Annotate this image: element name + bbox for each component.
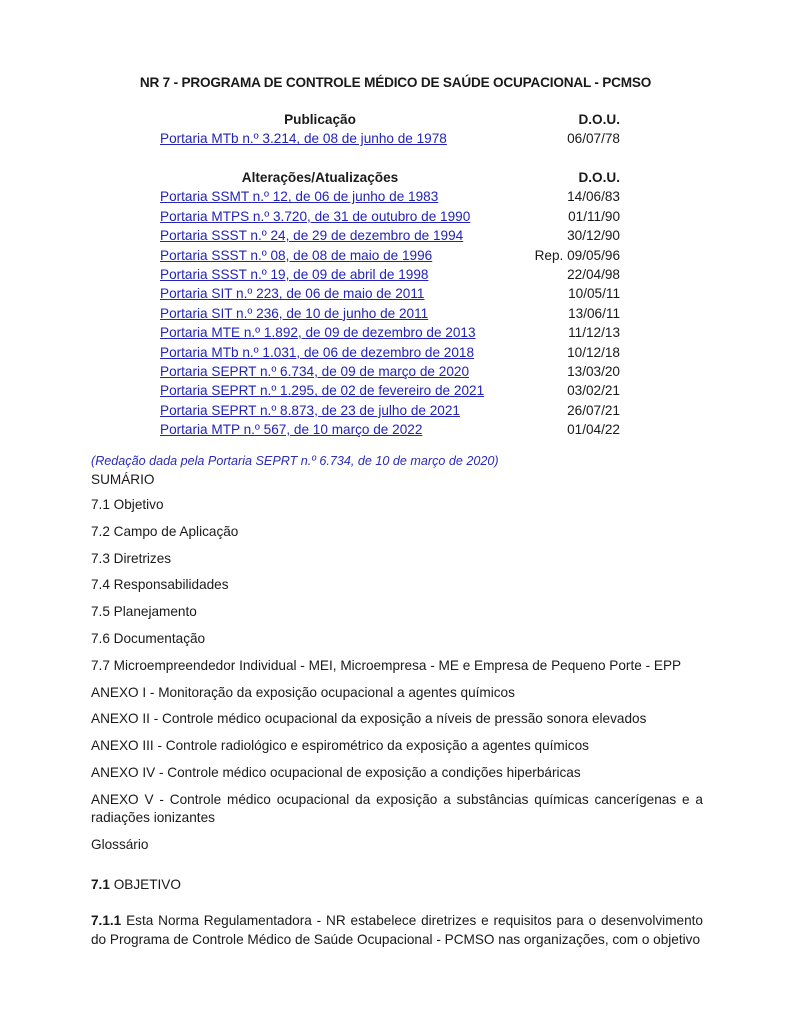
dou-date: 13/03/20 [567, 363, 620, 379]
table-row [160, 284, 620, 303]
amendment-link[interactable]: Portaria SSST n.º 08, de 08 de maio de 1996 [160, 247, 433, 263]
amendment-link[interactable]: Portaria SSMT n.º 12, de 06 de junho de 1983 [160, 189, 439, 205]
summary-item: 7.2 Campo de Aplicação [91, 523, 239, 539]
dou-date: 13/06/11 [568, 305, 620, 321]
summary-item: 7.6 Documentação [91, 630, 206, 646]
dou-header-label: D.O.U. [578, 112, 620, 127]
amendment-link[interactable]: Portaria MTPS n.º 3.720, de 31 de outubro de 1990 [160, 208, 471, 224]
section-number: 7.1 [91, 877, 110, 892]
dou-date: 14/06/83 [567, 189, 620, 205]
amendments-header [160, 168, 620, 187]
dou-date: 01/04/22 [567, 422, 620, 438]
amendments-table [160, 168, 620, 439]
amendment-link[interactable]: Portaria SEPRT n.º 8.873, de 23 de julho de 2021 [160, 402, 460, 418]
summary-item: 7.5 Planejamento [91, 604, 197, 620]
publication-table [160, 110, 620, 149]
amendment-link[interactable]: Portaria MTP n.º 567, de 10 março de 2022 [160, 422, 423, 438]
paragraph-number: 7.1.1 [91, 913, 122, 928]
dou-date: 03/02/21 [567, 383, 620, 399]
summary-item: 7.3 Diretrizes [91, 550, 172, 566]
section-heading [91, 877, 181, 892]
amendment-link[interactable]: Portaria MTb n.º 1.031, de 06 de dezembro de 2018 [160, 344, 475, 360]
table-row [160, 207, 620, 226]
publication-header [160, 110, 620, 129]
table-row [160, 420, 620, 439]
table-row [160, 362, 620, 381]
summary-item: ANEXO II - Controle médico ocupacional da exposição a níveis de pressão sonora elevados [91, 711, 647, 727]
section-title: OBJETIVO [113, 877, 181, 892]
amendment-link[interactable]: Portaria SIT n.º 223, de 06 de maio de 2011 [160, 286, 425, 302]
dou-date: 22/04/98 [567, 266, 620, 282]
amendment-note: (Redação dada pela Portaria SEPRT n.º 6.734, de 10 de março de 2020) [91, 454, 499, 468]
table-row [160, 187, 620, 206]
table-row [160, 246, 620, 265]
table-row [160, 265, 620, 284]
summary-heading: SUMÁRIO [91, 472, 155, 487]
dou-date: 10/12/18 [567, 344, 620, 360]
paragraph-text: Esta Norma Regulamentadora - NR estabelece diretrizes e requisitos para o desenvolvimento do Programa de Controle Médico de Saúde Ocupacional - PCMSO nas organizações, com o objetivo [91, 913, 703, 947]
publication-header-label: Publicação [284, 112, 356, 127]
table-row [160, 401, 620, 420]
dou-date: 11/12/13 [568, 325, 620, 341]
summary-item: 7.7 Microempreendedor Individual - MEI, Microempresa - ME e Empresa de Pequeno Porte - EPP [91, 657, 682, 673]
paragraph-7-1-1 [91, 911, 703, 949]
publication-link[interactable]: Portaria MTb n.º 3.214, de 08 de junho de 1978 [160, 131, 447, 147]
document-title: NR 7 - PROGRAMA DE CONTROLE MÉDICO DE SAÚDE OCUPACIONAL - PCMSO [139, 75, 652, 90]
dou-date: Rep. 09/05/96 [534, 247, 620, 263]
summary-item: 7.4 Responsabilidades [91, 577, 229, 593]
table-row [160, 226, 620, 245]
dou-date: 30/12/90 [567, 228, 620, 244]
summary-item: ANEXO I - Monitoração da exposição ocupacional a agentes químicos [91, 684, 515, 700]
summary-item: ANEXO IV - Controle médico ocupacional de exposição a condições hiperbáricas [91, 764, 581, 780]
table-row [160, 381, 620, 400]
dou-date: 01/11/90 [568, 208, 620, 224]
table-row [160, 304, 620, 323]
amendment-link[interactable]: Portaria SEPRT n.º 1.295, de 02 de fevereiro de 2021 [160, 383, 485, 399]
amendments-header-label: Alterações/Atualizações [241, 170, 399, 185]
summary-item: 7.1 Objetivo [91, 497, 164, 512]
summary-item: ANEXO III - Controle radiológico e espirométrico da exposição a agentes químicos [91, 738, 589, 754]
table-row [160, 343, 620, 362]
amendment-link[interactable]: Portaria SIT n.º 236, de 10 de junho de 2011 [160, 305, 429, 321]
amendment-link[interactable]: Portaria SSST n.º 19, de 09 de abril de 1998 [160, 266, 429, 282]
dou-date: 10/05/11 [568, 286, 620, 302]
dou-header-label: D.O.U. [578, 170, 620, 185]
amendment-link[interactable]: Portaria SSST n.º 24, de 29 de dezembro de 1994 [160, 228, 464, 244]
amendment-link[interactable]: Portaria SEPRT n.º 6.734, de 09 de março de 2020 [160, 363, 470, 379]
summary-item: Glossário [91, 836, 149, 852]
amendment-link[interactable]: Portaria MTE n.º 1.892, de 09 de dezembro de 2013 [160, 325, 476, 341]
table-row [160, 323, 620, 342]
summary-item: ANEXO V - Controle médico ocupacional da exposição a substâncias químicas cancerígenas e a radiações ionizantes [91, 791, 703, 825]
table-row [160, 129, 620, 148]
summary-list [91, 471, 703, 863]
dou-date: 26/07/21 [567, 402, 620, 418]
dou-date: 06/07/78 [567, 131, 620, 147]
